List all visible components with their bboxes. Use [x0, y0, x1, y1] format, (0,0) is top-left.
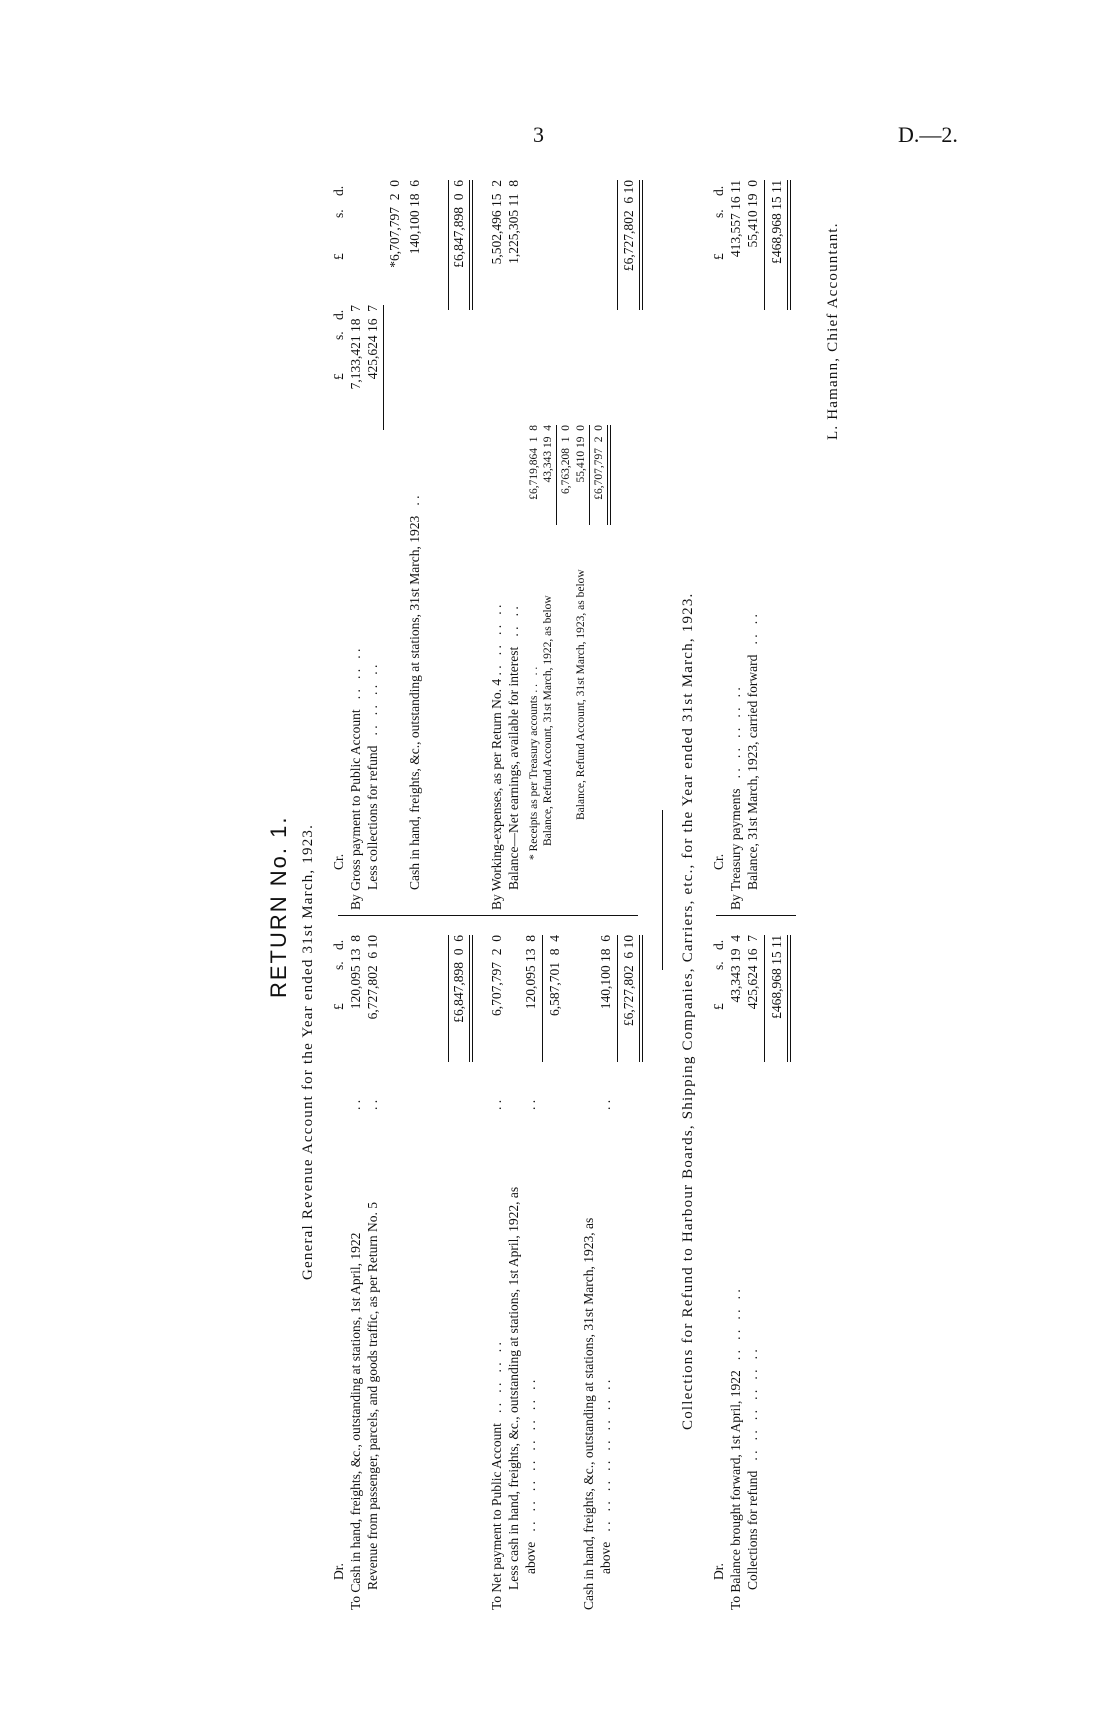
- dr-heading: Dr.: [331, 1563, 346, 1580]
- coll-dr-col-shillings: s.: [711, 961, 726, 970]
- dr-line-3-dots: . .: [489, 1099, 504, 1110]
- cr-double-rule-1b: [472, 180, 473, 310]
- coll-cr-line-1-amount: 413,557 16 11: [728, 180, 743, 258]
- cr-col-pounds: £: [331, 253, 346, 260]
- dr-rule-3: [617, 935, 618, 1062]
- coll-cr-rule: [764, 180, 765, 310]
- dr-col-shillings: s.: [331, 961, 346, 970]
- coll-cr-line-1: By Treasury payments . . . . . . . . . .: [728, 687, 743, 910]
- dr-line-5: above . . . . . . . . . . . . . . . .: [523, 1379, 538, 1574]
- dr-line-1-amount: 120,095 13 8: [348, 935, 363, 1010]
- dr-line-7-dots: . .: [598, 1099, 613, 1110]
- return-title: RETURN No. 1.: [266, 815, 291, 998]
- coll-cr-line-2: Balance, 31st March, 1923, carried forward . . . .: [745, 614, 760, 890]
- footnote-line-3-amount: 55,410 19 0: [575, 425, 587, 483]
- cr-double-rule-1a: [469, 180, 470, 310]
- footnote-line-1: * Receipts as per Treasury accounts . . . .: [528, 666, 540, 860]
- coll-cr-col-shillings: s.: [711, 209, 726, 218]
- cr-rule-2: [617, 180, 618, 310]
- cr-line-4: By Working-expenses, as per Return No. 4 . . . . . . . .: [489, 604, 504, 910]
- cr-line-2: Less collections for refund . . . . . . . .: [365, 664, 380, 890]
- footnote-line-1-amount: £6,719,864 1 8: [528, 425, 540, 500]
- coll-dr-total: £468,968 15 11: [769, 935, 784, 1019]
- dr-line-1: To Cash in hand, freights, &c., outstanding at stations, 1st April, 1922: [348, 1232, 363, 1610]
- cr-line-2-inner: 425,624 16 7: [365, 305, 380, 380]
- coll-dr-col-pence: d.: [711, 939, 726, 950]
- dr-total-2: £6,727,802 6 10: [621, 935, 636, 1027]
- footnote-subtotal: 6,763,208 1 0: [560, 425, 572, 494]
- coll-cr-total: £468,968 15 11: [769, 180, 784, 264]
- coll-dr-rule: [764, 935, 765, 1062]
- general-revenue-title: General Revenue Account for the Year ended 31st March, 1923.: [300, 823, 316, 1280]
- page-number: 3: [533, 122, 544, 147]
- dr-line-1-dots: . .: [348, 1099, 363, 1110]
- coll-dr-line-2: Collections for refund . . . . . . . . . . . .: [745, 1349, 760, 1590]
- footnote-double-rule-a: [607, 425, 608, 525]
- coll-cr-col-pounds: £: [711, 253, 726, 260]
- cr-line-3: Cash in hand, freights, &c., outstanding at stations, 31st March, 1923 . .: [407, 495, 422, 890]
- dr-col-pence: d.: [331, 939, 346, 950]
- dr-double-rule-2b: [642, 935, 643, 1062]
- signature: L. Hamann, Chief Accountant.: [825, 222, 841, 440]
- dr-subtotal: 6,587,701 8 4: [547, 935, 562, 1016]
- coll-cr-col-pence: d.: [711, 185, 726, 196]
- footnote-rule-1: [556, 425, 557, 525]
- cr-col-shillings: s.: [331, 209, 346, 218]
- cr-heading: Cr.: [331, 853, 346, 870]
- dr-double-rule-1a: [469, 935, 470, 1062]
- cr-col-pence: d.: [331, 185, 346, 196]
- dr-line-5-dots: . .: [523, 1099, 538, 1110]
- dr-line-3-amount: 6,707,797 2 0: [489, 935, 504, 1016]
- cr-inner-rule: [383, 305, 384, 430]
- coll-dr-line-2-amount: 425,624 16 7: [745, 935, 760, 1010]
- cr-total-1: £6,847,898 0 6: [451, 180, 466, 268]
- collections-title: Collections for Refund to Harbour Boards, Shipping Companies, Carriers, etc., for the Year ended 31st March, 1923.: [680, 592, 696, 1430]
- cr-double-rule-2b: [642, 180, 643, 310]
- cr-inner-col-pence: d.: [331, 309, 346, 320]
- dr-line-2: Revenue from passenger, parcels, and goods traffic, as per Return No. 5: [365, 1202, 380, 1590]
- footnote-line-2: Balance, Refund Account, 31st March, 1922, as below: [542, 595, 554, 846]
- footnote-rule-2: [589, 425, 590, 525]
- coll-dr-double-rule-a: [787, 935, 788, 1062]
- cr-line-3-amount: 140,100 18 6: [407, 180, 422, 255]
- footnote-total: £6,707,797 2 0: [593, 425, 605, 500]
- dr-line-7: above . . . . . . . . . . . . . . . .: [598, 1379, 613, 1574]
- coll-dr-line-1-amount: 43,343 19 4: [728, 935, 743, 1003]
- dr-rule-1: [448, 935, 449, 1062]
- footnote-line-3: Balance, Refund Account, 31st March, 1923, as below: [575, 569, 587, 820]
- dr-col-pounds: £: [331, 1003, 346, 1010]
- dr-double-rule-2a: [639, 935, 640, 1062]
- dr-line-5-amount: 120,095 13 8: [523, 935, 538, 1010]
- cr-rule-1: [448, 180, 449, 310]
- coll-dr-double-rule-b: [790, 935, 791, 1062]
- dr-line-7-amount: 140,100 18 6: [598, 935, 613, 1010]
- cr-line-4-amount: 5,502,496 15 2: [489, 180, 504, 265]
- coll-cr-double-rule-a: [787, 180, 788, 310]
- coll-dr-heading: Dr.: [711, 1563, 726, 1580]
- coll-dr-line-1: To Balance brought forward, 1st April, 1922 . . . . . . . .: [728, 1289, 743, 1610]
- rotated-return-sheet: [250, 170, 970, 1610]
- section-separator: [662, 810, 663, 970]
- dr-line-4: Less cash in hand, freights, &c., outstanding at stations, 1st April, 1922, as: [506, 1186, 521, 1590]
- dr-cr-divider: [338, 915, 638, 916]
- footnote-line-2-amount: 43,343 19 4: [542, 425, 554, 483]
- coll-cr-double-rule-b: [790, 180, 791, 310]
- dr-total-1: £6,847,898 0 6: [451, 935, 466, 1023]
- coll-dr-col-pounds: £: [711, 1003, 726, 1010]
- coll-dr-cr-divider: [716, 915, 796, 916]
- coll-cr-line-2-amount: 55,410 19 0: [745, 180, 760, 248]
- document-code: D.—2.: [898, 122, 958, 147]
- cr-line-5: Balance—Net earnings, available for interest . . . .: [506, 606, 521, 890]
- dr-line-2-dots: . .: [365, 1099, 380, 1110]
- cr-line-1: By Gross payment to Public Account . . . . . .: [348, 648, 363, 910]
- cr-line-5-amount: 1,225,305 11 8: [506, 180, 521, 264]
- coll-cr-heading: Cr.: [711, 853, 726, 870]
- dr-line-3: To Net payment to Public Account . . . . . . . .: [489, 1342, 504, 1610]
- dr-line-2-amount: 6,727,802 6 10: [365, 935, 380, 1020]
- cr-line-1-inner: 7,133,421 18 7: [348, 305, 363, 390]
- cr-line-2-amount: *6,707,797 2 0: [387, 180, 402, 268]
- cr-total-2: £6,727,802 6 10: [621, 180, 636, 272]
- footnote-double-rule-b: [610, 425, 611, 525]
- dr-line-6: Cash in hand, freights, &c., outstanding at stations, 31st March, 1923, as: [581, 1217, 596, 1610]
- cr-inner-col-shillings: s.: [331, 331, 346, 340]
- dr-rule-2: [542, 935, 543, 1062]
- dr-double-rule-1b: [472, 935, 473, 1062]
- cr-inner-col-pounds: £: [331, 373, 346, 380]
- cr-double-rule-2a: [639, 180, 640, 310]
